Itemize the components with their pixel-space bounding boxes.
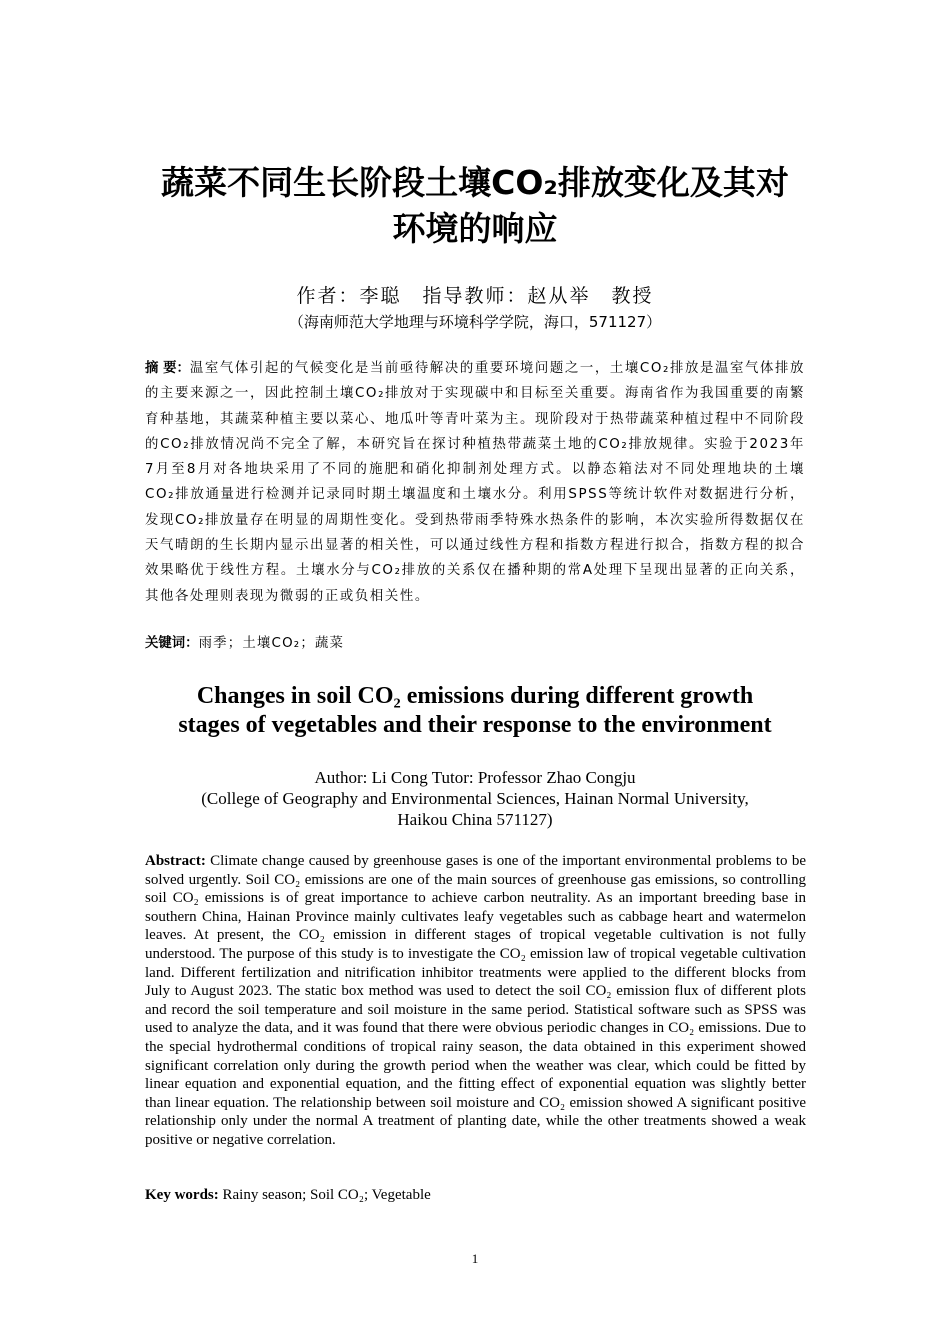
chinese-affiliation: （海南师范大学地理与环境科学学院，海口，571127） xyxy=(288,313,662,331)
chinese-keywords xyxy=(145,633,805,655)
english-keywords xyxy=(145,1186,806,1204)
chinese-title xyxy=(120,160,830,252)
english-affiliation-line1: (College of Geography and Environmental Sciences, Hainan Normal University, xyxy=(201,789,749,808)
chinese-keywords-label: 关键词： xyxy=(145,636,199,651)
english-keywords-label: Key words: xyxy=(145,1187,219,1203)
english-abstract-text: Climate change caused by greenhouse gases is one of the important environmental problems to be solved urgently. Soil CO₂ emissions are one of the main sources of greenhouse gas emissions, so controlling soil CO₂ emissions is of great importance to achieve carbon neutrality. As an important breeding base in southern China, Hainan Province mainly cultivates leafy vegetables such as cabbage heart and watermelon leaves. At present, the CO₂ emission in different stages of tropical vegetable cultivation is not fully understood. The purpose of this study is to investigate the CO₂ emission law of tropical vegetable cultivation land. Different fertilization and nitrification inhibitor treatments were applied to the different blocks from July to August 2023. The static box method was used to detect the soil CO₂ emission flux of different plots and record the soil temperature and soil moisture in the same period. Statistical software such as SPSS was used to analyze the data, and it was found that there were obvious periodic changes in CO₂ emissions. Due to the special hydrothermal conditions of tropical rainy season, the data obtained in this experiment showed significant correlation only during the growth period when the weather was clear, which could be fitted by linear equation and exponential equation, and the fitting effect of exponential equation was slightly better than linear equation. The relationship between soil moisture and CO₂ emission showed A significant positive relationship only under the normal A treatment of planting date, while the other treatments showed a weak positive or negative correlation. xyxy=(145,853,806,1148)
english-title xyxy=(120,682,830,740)
english-affiliation xyxy=(150,788,800,830)
chinese-abstract-text: 温室气体引起的气候变化是当前亟待解决的重要环境问题之一，土壤CO₂排放是温室气体排放的主要来源之一，因此控制土壤CO₂排放对于实现碳中和目标至关重要。海南省作为我国重要的南繁育种基地，其蔬菜种植主要以菜心、地瓜叶等青叶菜为主。现阶段对于热带蔬菜种植过程中不同阶段的CO₂排放情况尚不完全了解，本研究旨在探讨种植热带蔬菜土地的CO₂排放规律。实验于2023年7月至8月对各地块采用了不同的施肥和硝化抑制剂处理方式。以静态箱法对不同处理地块的土壤CO₂排放通量进行检测并记录同时期土壤温度和土壤水分。利用SPSS等统计软件对数据进行分析，发现CO₂排放量存在明显的周期性变化。受到热带雨季特殊水热条件的影响，本次实验所得数据仅在天气晴朗的生长期内显示出显著的相关性，可以通过线性方程和指数方程进行拟合，指数方程的拟合效果略优于线性方程。土壤水分与CO₂排放的关系仅在播种期的常A处理下呈现出显著的正向关系，其他各处理则表现为微弱的正或负相关性。 xyxy=(145,361,805,604)
english-affiliation-line2: Haikou China 571127) xyxy=(397,810,553,829)
english-abstract xyxy=(145,852,806,1150)
chinese-author-line: 作者：李聪 指导教师：赵从举 教授 xyxy=(296,285,654,307)
chinese-abstract xyxy=(145,356,805,609)
english-author-line: Author: Li Cong Tutor: Professor Zhao Congju xyxy=(314,768,636,787)
english-title-line2: stages of vegetables and their response to the environment xyxy=(178,712,772,738)
english-keywords-text: Rainy season; Soil CO₂; Vegetable xyxy=(218,1187,431,1203)
english-abstract-label: Abstract: xyxy=(145,853,206,869)
chinese-title-line2: 环境的响应 xyxy=(392,209,558,248)
chinese-title-line1: 蔬菜不同生长阶段土壤CO₂排放变化及其对 xyxy=(161,163,789,202)
chinese-keywords-text: 雨季；土壤CO₂；蔬菜 xyxy=(198,636,345,651)
page-number: 1 xyxy=(471,1251,479,1266)
chinese-abstract-label: 摘 要： xyxy=(145,361,190,376)
english-title-line1: Changes in soil CO₂ emissions during different growth xyxy=(196,683,754,709)
